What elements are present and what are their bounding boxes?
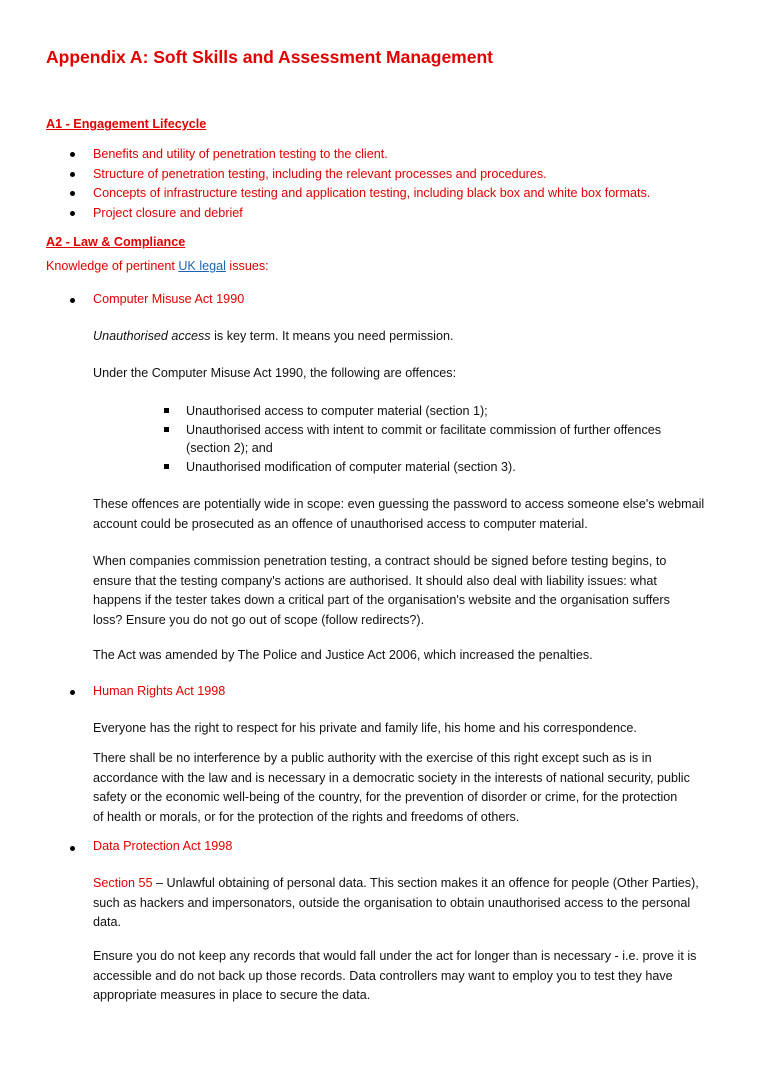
offence-item: Unauthorised access to computer material (section 1); — [186, 404, 488, 418]
dpa-records-paragraph — [93, 947, 723, 1006]
bullet-icon — [70, 152, 75, 157]
dpa-label: Data Protection Act 1998 — [93, 839, 233, 853]
square-bullet-icon — [164, 427, 169, 432]
list-item: Concepts of infrastructure testing and application testing, including black box and white box formats. — [93, 186, 651, 201]
bullet-icon — [70, 172, 75, 177]
text-line: of health or morals, or for the protection of the rights and freedoms of others. — [93, 809, 520, 824]
dpa-section-paragraph — [93, 874, 723, 933]
text-line: loss? Ensure you do not go out of scope (follow redirects?). — [93, 612, 425, 627]
hra-label: Human Rights Act 1998 — [93, 684, 226, 698]
cma-offences-list — [186, 402, 661, 476]
cma-unauth-line — [93, 327, 454, 346]
cma-contract-paragraph — [93, 552, 723, 630]
bullet-icon — [70, 191, 75, 196]
text-line: These offences are potentially wide in scope: even guessing the password to access someone else's webmail — [93, 497, 705, 511]
square-bullet-icon — [164, 408, 169, 413]
uk-legal-link[interactable]: UK legal — [178, 259, 226, 273]
text-line: accordance with the law and is necessary in a democratic society in the interests of national security, public — [93, 770, 690, 785]
text-line: When companies commission penetration testing, a contract should be signed before testing begins, to — [93, 554, 667, 568]
offence-item: (section 2); and — [186, 441, 273, 455]
text-line: safety or the economic well-being of the country, for the prevention of disorder or crime, for the protection — [93, 790, 678, 804]
offence-item: Unauthorised access with intent to commit or facilitate commission of further offences — [186, 422, 662, 437]
text-line: There shall be no interference by a public authority with the exercise of this right except such as is in — [93, 751, 652, 765]
list-item: Structure of penetration testing, including the relevant processes and procedures. — [93, 166, 547, 181]
page-title: Appendix A: Soft Skills and Assessment Management — [46, 47, 493, 67]
square-bullet-icon — [164, 464, 169, 469]
cma-label: Computer Misuse Act 1990 — [93, 292, 245, 306]
text-line: appropriate measures in place to secure the data. — [93, 988, 371, 1002]
cma-scope-paragraph — [93, 495, 723, 534]
hra-right-line: Everyone has the right to respect for his private and family life, his home and his correspondence. — [93, 721, 637, 735]
text-line: accessible and do not back up those records. Data controllers may want to employ you to test they have — [93, 968, 673, 983]
intro-text: issues: — [225, 259, 269, 273]
hra-interference-paragraph — [93, 749, 723, 827]
text-line: data. — [93, 915, 122, 929]
a1-heading: A1 - Engagement Lifecycle — [46, 117, 207, 131]
bullet-icon — [70, 211, 75, 216]
bullet-icon — [70, 298, 75, 303]
list-item: Project closure and debrief — [93, 206, 243, 221]
section-55-label: Section 55 — [93, 876, 153, 890]
a2-heading: A2 - Law & Compliance — [46, 235, 186, 249]
text-line — [93, 874, 723, 894]
unauth-rest: is key term. It means you need permission. — [210, 329, 454, 343]
a1-list — [93, 145, 650, 224]
cma-amended-line: The Act was amended by The Police and Justice Act 2006, which increased the penalties. — [93, 648, 593, 662]
a2-intro — [46, 257, 269, 276]
intro-text: Knowledge of pertinent — [46, 259, 179, 273]
unauth-term: Unauthorised access — [93, 329, 211, 343]
text-line: Ensure you do not keep any records that would fall under the act for longer than is necessary - i.e. prove it is — [93, 949, 697, 963]
section-55-rest: – Unlawful obtaining of personal data. This section makes it an offence for people (Other Parties), — [152, 876, 699, 890]
text-line: account could be prosecuted as an offence of unauthorised access to computer material. — [93, 516, 588, 531]
text-line: ensure that the testing company's actions are authorised. It should also deal with liability issues: what — [93, 573, 657, 588]
text-line: happens if the tester takes down a critical part of the organisation's website and the organisation suffers — [93, 593, 670, 607]
list-item: Benefits and utility of penetration testing to the client. — [93, 147, 388, 161]
text-line: such as hackers and impersonators, outside the organisation to obtain unauthorised access to the personal — [93, 895, 691, 910]
bullet-icon — [70, 846, 75, 851]
cma-under-line: Under the Computer Misuse Act 1990, the following are offences: — [93, 366, 457, 380]
bullet-icon — [70, 690, 75, 695]
offence-item: Unauthorised modification of computer material (section 3). — [186, 459, 516, 474]
